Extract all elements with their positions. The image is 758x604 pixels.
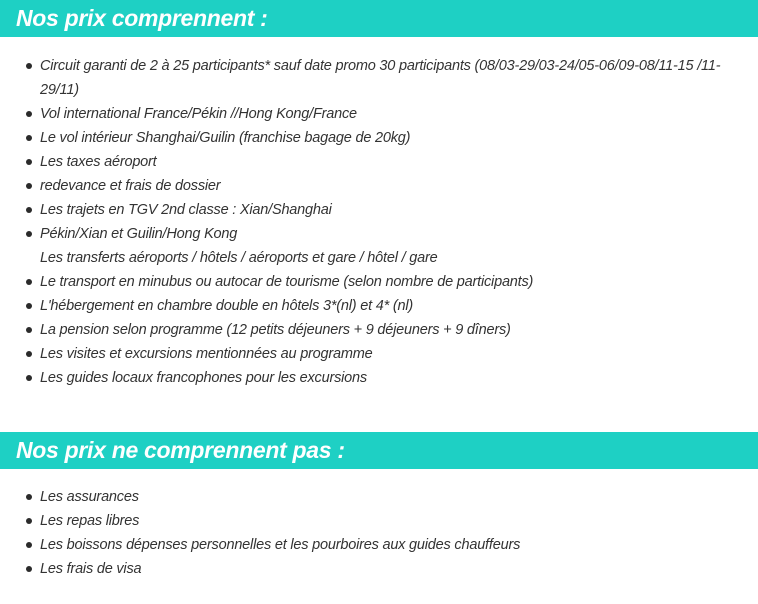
- included-heading: Nos prix comprennent :: [0, 0, 758, 37]
- included-item: Pékin/Xian et Guilin/Hong Kong: [40, 222, 758, 246]
- included-item: Le vol intérieur Shanghai/Guilin (franchise bagage de 20kg): [40, 126, 758, 150]
- included-item: Les visites et excursions mentionnées au programme: [40, 342, 758, 366]
- included-item: Vol international France/Pékin //Hong Kong/France: [40, 102, 758, 126]
- excluded-list: [0, 469, 758, 581]
- included-list: [0, 37, 758, 390]
- included-item: Les guides locaux francophones pour les excursions: [40, 366, 758, 390]
- included-item: Circuit garanti de 2 à 25 participants* sauf date promo 30 participants (08/03-29/03-24/05-06/09-08/11-15 /11-29/11): [40, 54, 758, 102]
- included-item: Les taxes aéroport: [40, 150, 758, 174]
- included-item: La pension selon programme (12 petits déjeuners + 9 déjeuners + 9 dîners): [40, 318, 758, 342]
- excluded-item: Les assurances: [40, 485, 758, 509]
- excluded-section: [0, 432, 758, 581]
- included-item: redevance et frais de dossier: [40, 174, 758, 198]
- excluded-item: Les frais de visa: [40, 557, 758, 581]
- excluded-item: Les repas libres: [40, 509, 758, 533]
- excluded-heading: Nos prix ne comprennent pas :: [0, 432, 758, 469]
- included-item-continuation: Les transferts aéroports / hôtels / aéroports et gare / hôtel / gare: [40, 250, 438, 266]
- excluded-item: Les boissons dépenses personnelles et les pourboires aux guides chauffeurs: [40, 533, 758, 557]
- included-item: L'hébergement en chambre double en hôtels 3*(nl) et 4* (nl): [40, 294, 758, 318]
- included-item: Le transport en minubus ou autocar de tourisme (selon nombre de participants): [40, 270, 758, 294]
- included-item: Les trajets en TGV 2nd classe : Xian/Shanghai: [40, 198, 758, 222]
